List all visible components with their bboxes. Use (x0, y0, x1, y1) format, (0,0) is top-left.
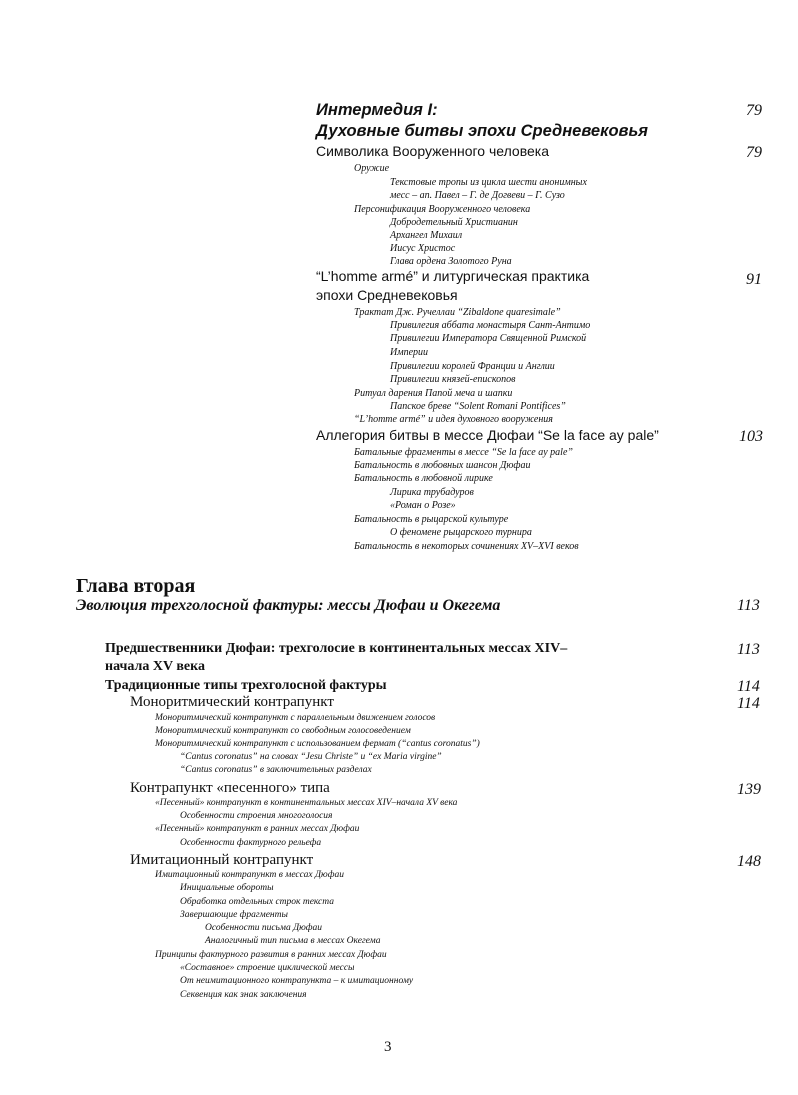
toc-entry: Обработка отдельных строк текста (180, 897, 334, 907)
toc-entry: “Cantus coronatus” в заключительных разделах (180, 765, 372, 775)
toc-entry: Батальность в рыцарской культуре (354, 514, 509, 525)
toc-entry: Трактат Дж. Ручеллаи “Zibaldone quaresimale” (354, 307, 561, 318)
toc-entry: Инициальные обороты (180, 883, 274, 893)
traditional-title: Традиционные типы трехголосной фактуры (105, 678, 387, 693)
toc-entry: «Составное» строение циклической мессы (180, 963, 355, 973)
section-title-lhomme-arme: “L’homme armé” и литургическая практика (316, 268, 590, 284)
section-title-symbolism: Символика Вооруженного человека (316, 143, 549, 159)
toc-entry: Имитационный контрапункт в мессах Дюфаи (155, 870, 344, 880)
subsection-title-imitative: Имитационный контрапункт (130, 852, 314, 868)
toc-entry: Батальные фрагменты в мессе “Se la face ay pale” (354, 447, 573, 458)
interlude-title: Интермедия I: (316, 101, 438, 119)
toc-entry: От неимитационного контрапункта – к имитационному (180, 976, 414, 986)
toc-entry: Добродетельный Христианин (390, 217, 518, 228)
chapter-title: Глава вторая (76, 575, 196, 597)
toc-entry: Батальность в некоторых сочинениях XV–XVI веков (354, 541, 579, 552)
predecessors-title-cont: начала XV века (105, 659, 205, 674)
toc-entry: Лирика трубадуров (390, 487, 474, 498)
toc-entry: Особенности письма Дюфаи (205, 923, 323, 933)
subsection-page-monorhythmic: 114 (737, 695, 760, 712)
toc-entry: Персонификация Вооруженного человека (354, 204, 531, 215)
chapter-page: 113 (737, 597, 760, 614)
toc-entry: “L’homme armé” и идея духовного вооружения (354, 414, 553, 425)
toc-entry: Папское бреве “Solent Romani Pontifices” (390, 401, 566, 412)
toc-entry: Архангел Михаил (390, 230, 463, 241)
toc-entry: Иисус Христос (390, 243, 456, 254)
toc-entry: Моноритмический контрапункт с использованием фермат (“cantus coronatus”) (155, 739, 480, 749)
toc-entry: Моноритмический контрапункт с параллельным движением голосов (155, 713, 436, 723)
toc-entry: Завершающие фрагменты (180, 910, 288, 920)
predecessors-page: 113 (737, 641, 760, 658)
toc-entry: Аналогичный тип письма в мессах Окегема (205, 936, 381, 946)
section-title-allegory: Аллегория битвы в мессе Дюфаи “Se la face ay pale” (316, 427, 659, 443)
section-title-lhomme-arme-cont: эпохи Средневековья (316, 287, 458, 303)
toc-entry: Ритуал дарения Папой меча и шапки (354, 388, 513, 399)
subsection-title-monorhythmic: Моноритмический контрапункт (130, 694, 334, 710)
toc-entry: Привилегии королей Франции и Англии (390, 361, 555, 372)
section-page-allegory: 103 (739, 428, 763, 445)
page-number: 3 (384, 1039, 392, 1055)
toc-entry: Текстовые тропы из цикла шести анонимных (390, 177, 587, 188)
toc-entry: месс – ап. Павел – Г. де Догвеви – Г. Сузо (390, 190, 565, 201)
toc-entry: Принципы фактурного развития в ранних мессах Дюфаи (155, 950, 387, 960)
traditional-page: 114 (737, 678, 760, 695)
toc-entry: Моноритмический контрапункт со свободным голосоведением (155, 726, 411, 736)
toc-entry: Секвенция как знак заключения (180, 990, 307, 1000)
interlude-subtitle: Духовные битвы эпохи Средневековья (316, 122, 648, 140)
toc-entry: Привилегии Императора Священной Римской (390, 333, 587, 344)
section-page-lhomme-arme: 91 (746, 271, 762, 288)
toc-entry: Батальность в любовной лирике (354, 473, 493, 484)
toc-entry: «Роман о Розе» (390, 500, 456, 511)
chapter-subtitle: Эволюция трехголосной фактуры: мессы Дюфаи и Окегема (76, 597, 501, 614)
subsection-page-imitative: 148 (737, 853, 761, 870)
toc-entry: Батальность в любовных шансон Дюфаи (354, 460, 531, 471)
subsection-page-song-type: 139 (737, 781, 761, 798)
toc-entry: «Песенный» контрапункт в континентальных мессах XIV–начала XV века (155, 798, 458, 808)
predecessors-title: Предшественники Дюфаи: трехголосие в континентальных мессах XIV– (105, 641, 568, 656)
toc-entry: Оружие (354, 163, 390, 174)
toc-entry: Привилегия аббата монастыря Сант-Антимо (390, 320, 591, 331)
section-page-symbolism: 79 (746, 144, 762, 161)
toc-entry: Глава ордена Золотого Руна (390, 256, 512, 267)
toc-entry: “Cantus coronatus” на словах “Jesu Christe” и “ex Maria virgine” (180, 752, 442, 762)
toc-entry: Привилегии князей-епископов (390, 374, 516, 385)
toc-entry: О феномене рыцарского турнира (390, 527, 532, 538)
toc-entry: Особенности строения многоголосия (180, 811, 333, 821)
toc-entry: Империи (390, 347, 429, 358)
interlude-page: 79 (746, 102, 762, 119)
subsection-title-song-type: Контрапункт «песенного» типа (130, 780, 330, 796)
toc-entry: «Песенный» контрапункт в ранних мессах Дюфаи (155, 824, 360, 834)
toc-entry: Особенности фактурного рельефа (180, 838, 322, 848)
